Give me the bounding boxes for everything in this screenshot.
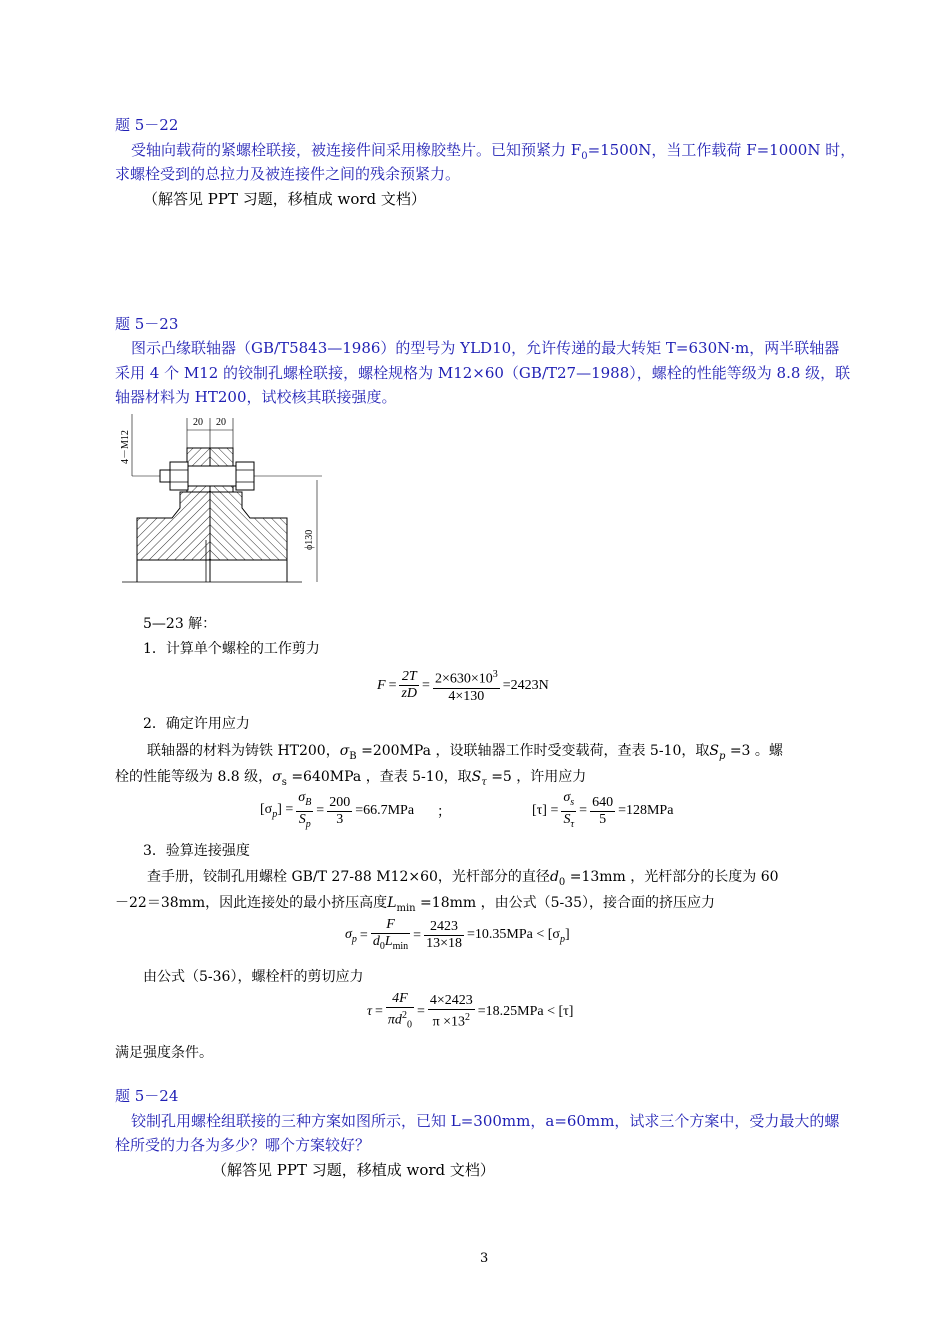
equation-shear-force: F = $\frac{2T}{zD}$ = $\frac{2\times 630\times 10^3}{4\times 130}$ =2423N [377, 669, 549, 704]
left-hub [137, 492, 210, 560]
step-3-line2: －22＝38mm，因此连接处的最小挤压高度$L_{min} =18mm$ ，由公式（5-35），接合面的挤压应力 [115, 895, 716, 914]
equation-allowable-bearing: $[\sigma_p]$ = $\frac{\sigma_B}{S_p}$ = $\frac{200}{3}$ =66.7MPa ； [260, 790, 452, 830]
problem-5-23-line3: 轴器材料为 HT200，试校核其联接强度。 [115, 388, 397, 406]
step-2-line2: 栓的性能等级为 8.8 级，$\sigma_s =640MPa$ ，查表 5-10，取$S_\tau =5$ ，许用应力 [115, 769, 587, 788]
coupling-drawing [112, 410, 332, 588]
problem-5-23-heading: 题 5－23 [115, 315, 179, 333]
step-3-heading: 3．验算连接强度 [143, 843, 250, 859]
solution-conclusion: 满足强度条件。 [115, 1045, 213, 1061]
step-2-heading: 2．确定许用应力 [143, 716, 250, 732]
equation-allowable-shear: [τ] = $\frac{\sigma_s}{S_\tau}$ = $\frac{640}{5}$ =128MPa [532, 790, 674, 830]
bolt-label: 4－M12 [120, 430, 131, 464]
diameter-label: ϕ130 [304, 529, 315, 550]
equation-shear-stress: τ = $\frac{4F}{\pi d^2_0}$ = $\frac{4\times 2423}{\pi \times 13^2}$ =18.25MPa < [τ] [367, 991, 574, 1031]
dim-label-2: 20 [216, 417, 226, 428]
problem-5-24-heading: 题 5－24 [115, 1087, 179, 1105]
problem-5-22-heading: 题 5－22 [115, 116, 179, 134]
problem-5-22-line2: 求螺栓受到的总拉力及被连接件之间的残余预紧力。 [115, 165, 461, 183]
step-1-heading: 1．计算单个螺栓的工作剪力 [143, 641, 320, 657]
dim-label-1: 20 [193, 417, 203, 428]
problem-5-22-note: （解答见 PPT 习题，移植成 word 文档） [143, 190, 426, 208]
problem-5-23-line2: 采用 4 个 M12 的铰制孔螺栓联接，螺栓规格为 M12×60（GB/T27—1988），螺栓的性能等级为 8.8 级，联 [115, 364, 851, 382]
problem-5-24-line1: 铰制孔用螺栓组联接的三种方案如图所示，已知 L=300mm，a=60mm，试求三个方案中，受力最大的螺 [131, 1112, 840, 1130]
page-number: 3 [480, 1251, 489, 1266]
step-3-line1: 查手册，铰制孔用螺栓 GB/T 27-88 M12×60，光杆部分的直径$d_0 =13mm$ ，光杆部分的长度为 60 [147, 869, 779, 888]
equation-bearing-stress: $\sigma_p$ = $\frac{F}{d_0L_{min}}$ = $\frac{2423}{13\times 18}$ $=10.35MPa < [\sigma_p]$ [345, 917, 570, 952]
problem-5-24-line2: 栓所受的力各为多少？哪个方案较好？ [115, 1136, 371, 1154]
problem-5-22-line1: 受轴向载荷的紧螺栓联接，被连接件间采用橡胶垫片。已知预紧力 $F_0=1500N$，当工作载荷 F=1000N 时， [131, 141, 856, 162]
right-hub [210, 492, 287, 560]
step-3-line3: 由公式（5-36），螺栓杆的剪切应力 [143, 969, 364, 985]
solution-title: 5—23 解： [143, 616, 217, 632]
problem-5-24-note: （解答见 PPT 习题，移植成 word 文档） [212, 1161, 495, 1179]
problem-5-23-line1: 图示凸缘联轴器（GB/T5843—1986）的型号为 YLD10，允许传递的最大转矩 T=630N·m，两半联轴器 [131, 339, 840, 357]
step-2-line1: 联轴器的材料为铸铁 HT200，$\sigma_B =200MPa$ ，设联轴器工作时受变载荷，查表 5-10，取$S_p =3$ 。螺 [147, 743, 783, 762]
